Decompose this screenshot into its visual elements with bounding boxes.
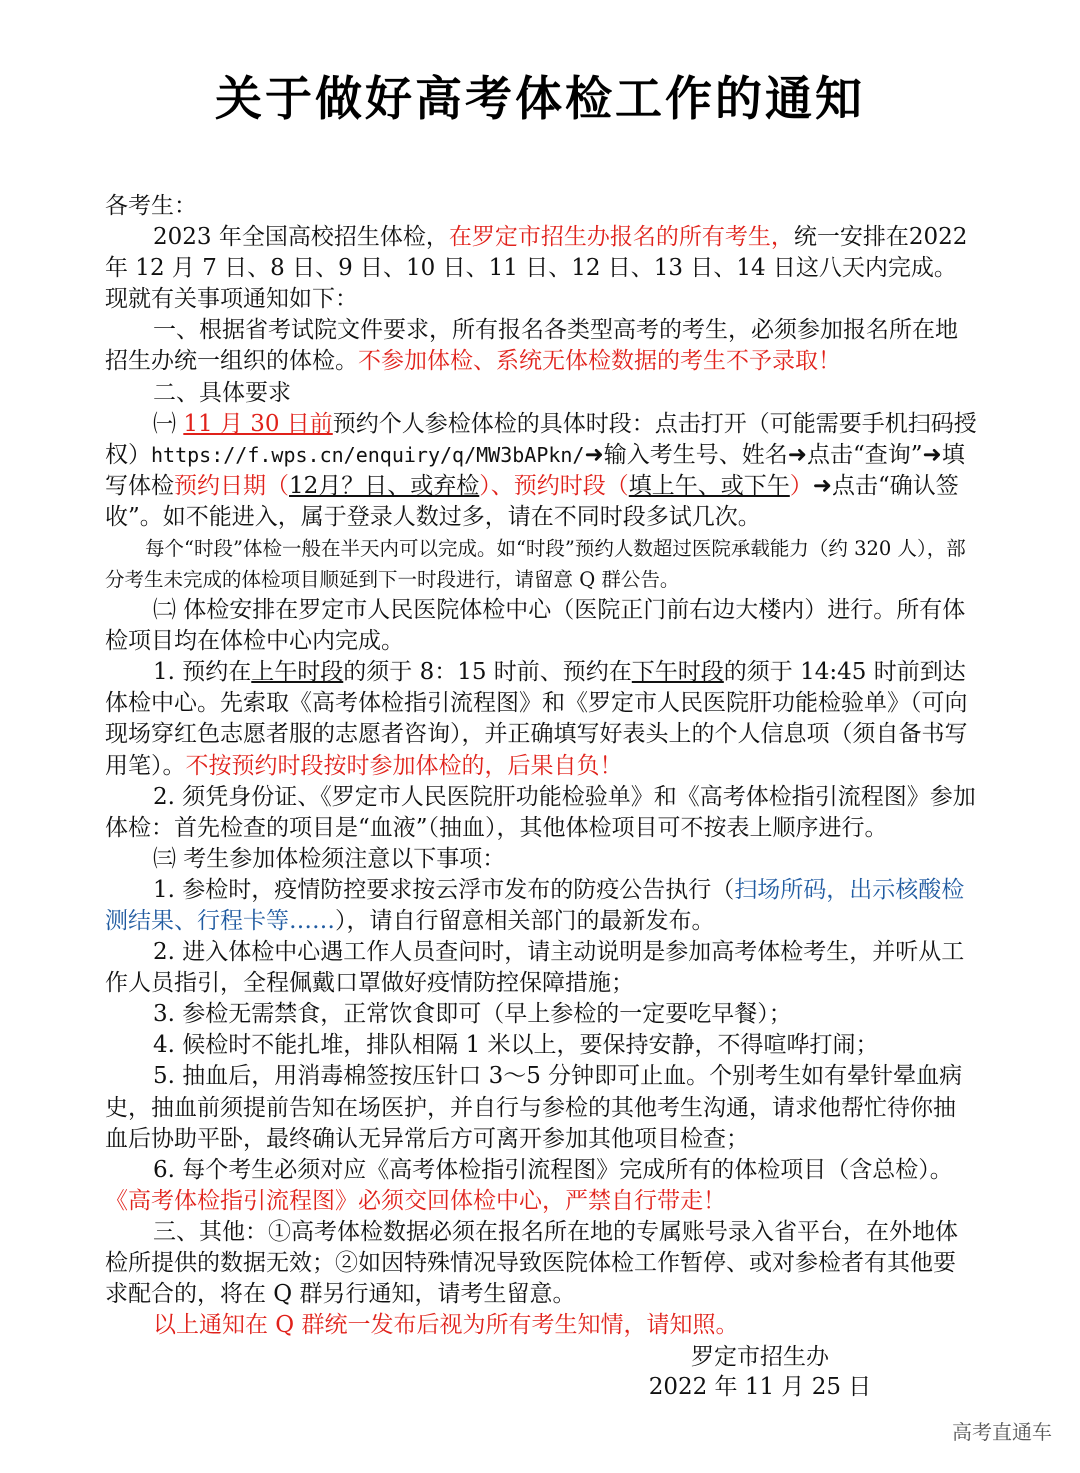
section1-text: 一、根据省考试院文件要求，所有报名各类型高考的考生，必须参加报名所在地招生办统一组织的体检。 bbox=[105, 317, 958, 375]
item3-heading: ㈢ 考生参加体检须注意以下事项： bbox=[153, 845, 506, 872]
item3-1-paragraph bbox=[105, 875, 977, 937]
item3-3-paragraph: 3. 参检无需禁食，正常饮食即可（早上参检的一定要吃早餐）； bbox=[153, 1001, 792, 1028]
intro-text: 2023 年全国高校招生体检， bbox=[153, 224, 449, 251]
item1-slot-choice: 填上午、或下午 bbox=[628, 472, 790, 499]
item3-6-paragraph bbox=[105, 1155, 977, 1217]
notice-body bbox=[105, 191, 977, 1341]
notice-title: 关于做好高考体检工作的通知 bbox=[215, 72, 865, 127]
item1-text: 预约个人参检体检的具体时段：点击打开（可能需要手机扫码授权） bbox=[105, 410, 977, 468]
item2-1-text-b: 的须于 8：15 时前、预约在 bbox=[343, 659, 632, 686]
salutation: 各考生： bbox=[105, 193, 197, 219]
intro-highlight: 在罗定市招生办报名的所有考生， bbox=[448, 224, 794, 251]
item2-1-paragraph bbox=[105, 657, 977, 781]
item3-6-text: 6. 每个考生必须对应《高考体检指引流程图》完成所有的体检项目（含总检）。 bbox=[153, 1156, 953, 1183]
item2-2-paragraph: 2. 须凭身份证、《罗定市人民医院肝功能检验单》和《高考体检指引流程图》参加体检：首先检查的项目是“血液”（抽血），其他体检项目可不按表上顺序进行。 bbox=[105, 783, 976, 841]
item2-1-text-c: 的须于 14:45 时前到达体检中心。先索取《高考体检指引流程图》和《罗定市人民医院肝功能检验单》（可向现场穿红色志愿者服的志愿者咨询），并正确填写好表头上的个人信息项（须自备书写用笔）。 bbox=[105, 659, 968, 779]
closing-statement: 以上通知在 Q 群统一发布后视为所有考生知情，请知照。 bbox=[153, 1312, 739, 1339]
item1-slot-label: ）、预约时段（ bbox=[479, 472, 629, 499]
item1-confirm-text: ➜点击“确认签收”。如不能进入，属于登录人数过多，请在不同时段多试几次。 bbox=[105, 472, 959, 530]
item3-1-text-end: ），请自行留意相关部门的最新发布。 bbox=[335, 907, 715, 934]
watermark: 高考直通车 bbox=[952, 1420, 1052, 1444]
item1-steps: ➜输入考生号、姓名➜点击“查询”➜填写体检 bbox=[105, 441, 965, 499]
item1-paragraph bbox=[105, 409, 977, 533]
item1-deadline: 11 月 30 日前 bbox=[183, 410, 333, 437]
section1-warning: 不参加体检、系统无体检数据的考生不予录取！ bbox=[358, 348, 841, 375]
afternoon-slot: 下午时段 bbox=[631, 659, 724, 686]
section1-paragraph bbox=[105, 315, 977, 377]
item2-1-text: 1. 预约在 bbox=[153, 659, 252, 686]
item3-5-paragraph: 5. 抽血后，用消毒棉签按压针口 3～5 分钟即可止血。个别考生如有晕针晕血病史，抽血前须提前告知在场医护，并自行与参检的其他考生沟通，请求他帮忙待你抽血后协助平卧，最终确认无异常后方可离开参加其他项目检查； bbox=[105, 1063, 963, 1152]
item1-date-choice: 12月？日、或弃检 bbox=[289, 472, 480, 499]
enquiry-link[interactable]: https://f.wps.cn/enquiry/q/MW3bAPkn/ bbox=[151, 442, 585, 467]
signature-issuer: 罗定市招生办 bbox=[691, 1344, 829, 1370]
item3-4-paragraph: 4. 候检时不能扎堆，排队相隔 1 米以上，要保持安静，不得喧哗打闹； bbox=[153, 1032, 879, 1059]
item2-1-warning: 不按预约时段按时参加体检的，后果自负！ bbox=[185, 752, 623, 779]
intro-text-rest: 统一安排在2022 年 12 月 7 日、8 日、9 日、10 日、11 日、12 日、13 日、14 日这八天内完成。现就有关事项通知如下： bbox=[105, 224, 968, 313]
morning-slot: 上午时段 bbox=[251, 659, 344, 686]
item2-paragraph: ㈡ 体检安排在罗定市人民医院体检中心（医院正门前右边大楼内）进行。所有体检项目均在体检中心内完成。 bbox=[105, 597, 966, 655]
signature-date: 2022 年 11 月 25 日 bbox=[648, 1374, 872, 1400]
item3-1-highlight: 扫场所码，出示核酸检测结果、行程卡等…… bbox=[105, 876, 965, 934]
item3-6-warning: 《高考体检指引流程图》必须交回体检中心，严禁自行带走！ bbox=[105, 1187, 726, 1214]
item1-number: ㈠ bbox=[153, 410, 184, 437]
section3-paragraph: 三、其他：①高考体检数据必须在报名所在地的专属账号录入省平台，在外地体检所提供的数据无效；②如因特殊情况导致医院体检工作暂停、或对参检者有其他要求配合的，将在 Q 群另行通知，请考生留意。 bbox=[105, 1218, 958, 1308]
item1-note: 每个“时段”体检一般在半天内可以完成。如“时段”预约人数超过医院承载能力（约 320 人），部分考生未完成的体检项目顺延到下一时段进行，请留意 Q 群公告。 bbox=[105, 537, 966, 592]
item1-date-label: 预约日期（ bbox=[174, 472, 289, 499]
intro-paragraph bbox=[105, 222, 977, 315]
item1-close-paren: ） bbox=[789, 472, 813, 499]
item3-2-paragraph: 2. 进入体检中心遇工作人员查问时，请主动说明是参加高考体检考生，并听从工作人员指引，全程佩戴口罩做好疫情防控保障措施； bbox=[105, 939, 965, 997]
item3-1-text: 1. 参检时，疫情防控要求按云浮市发布的防疫公告执行（ bbox=[153, 876, 735, 903]
section2-heading: 二、具体要求 bbox=[153, 379, 291, 406]
